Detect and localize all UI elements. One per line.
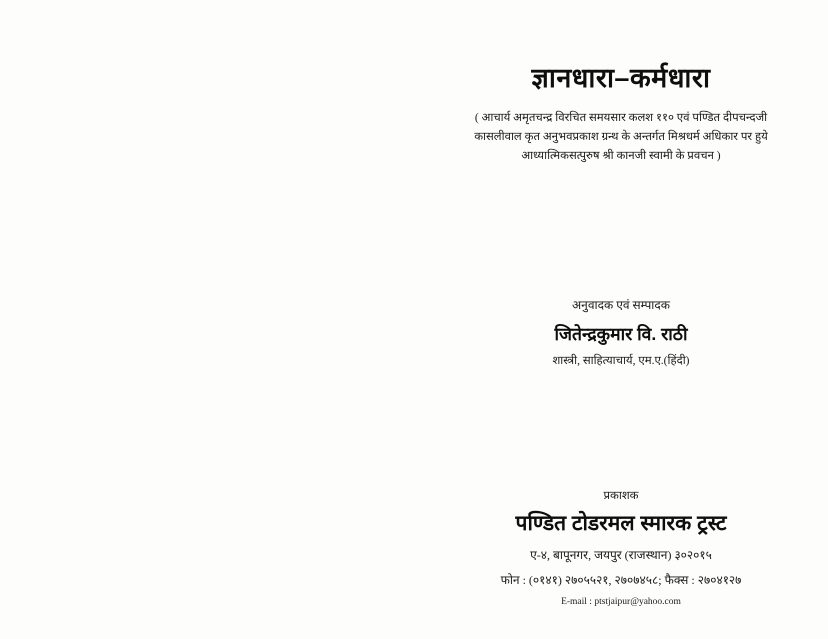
- publisher-label: प्रकाशक: [603, 490, 639, 502]
- publisher-name: पण्डित टोडरमल स्मारक ट्रस्ट: [515, 512, 727, 535]
- publisher-block: [414, 488, 828, 607]
- page-title: ज्ञानधारा–कर्मधारा: [531, 63, 711, 93]
- subtitle-line-2: कासलीवाल कृत अनुभवप्रकाश ग्रन्थ के अन्तर्गत मिश्रधर्म अधिकार पर हुये: [474, 130, 768, 143]
- title-page-content: [414, 0, 828, 639]
- translator-qualification: शास्त्री, साहित्याचार्य, एम.ए.(हिंदी): [552, 355, 690, 367]
- title-block: [414, 58, 828, 166]
- subtitle-description: [414, 109, 828, 166]
- translator-name: जितेन्द्रकुमार वि. राठी: [554, 324, 688, 344]
- translator-role-label: अनुवादक एवं सम्पादक: [572, 298, 670, 312]
- credits-block: [414, 296, 828, 368]
- subtitle-line-1: ( आचार्य अमृतचन्द्र विरचित समयसार कलश ११० एवं पण्डित दीपचन्दजी: [474, 112, 768, 124]
- publisher-address: ए-४, बापूनगर, जयपुर (राजस्थान) ३०२०१५: [530, 548, 712, 562]
- subtitle-line-3: आध्यात्मिकसत्पुरुष श्री कानजी स्वामी के प्रवचन ): [521, 149, 721, 162]
- publisher-email: E-mail : ptstjaipur@yahoo.com: [561, 597, 681, 607]
- publisher-phone: फोन : (०१४१) २७०५५२१, २७०७४५८; फैक्स : २७०४१२७: [500, 573, 742, 587]
